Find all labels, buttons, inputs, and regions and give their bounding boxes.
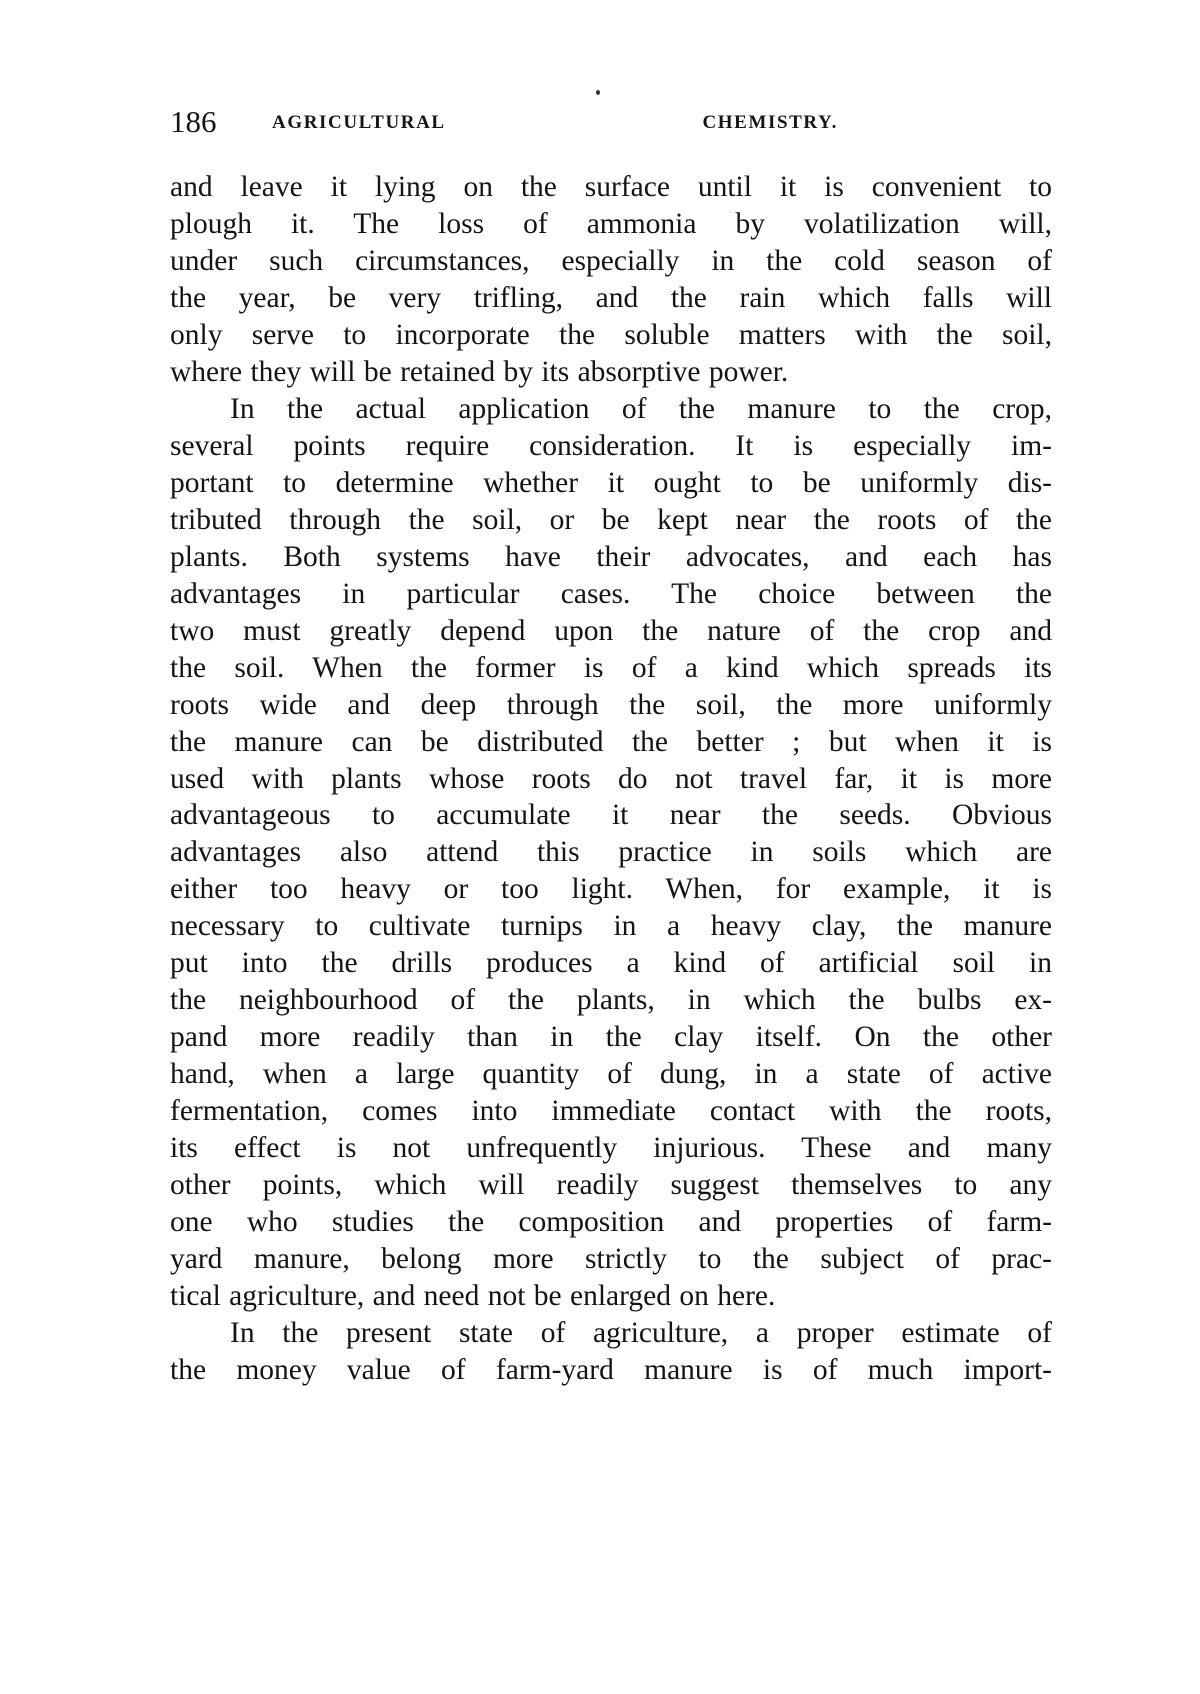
- text-line: the manure can be distributed the better ; but when it is: [170, 725, 1052, 758]
- text-line: one who studies the composition and properties of farm-: [170, 1206, 1052, 1239]
- running-title: AGRICULTURAL CHEMISTRY.: [272, 112, 838, 133]
- text-line: roots wide and deep through the soil, the more uniformly: [170, 688, 1052, 721]
- text-line: plough it. The loss of ammonia by volatilization will,: [170, 207, 1052, 240]
- text-line: pand more readily than in the clay itself. On the other: [170, 1021, 1052, 1054]
- page-number: 186: [170, 104, 217, 139]
- text-line: the soil. When the former is of a kind which spreads its: [170, 651, 1052, 684]
- text-line: necessary to cultivate turnips in a heavy clay, the manure: [170, 910, 1052, 943]
- text-line: either too heavy or too light. When, for example, it is: [170, 873, 1052, 906]
- text-line: plants. Both systems have their advocates, and each has: [170, 540, 1052, 573]
- text-line: only serve to incorporate the soluble matters with the soil,: [170, 318, 1052, 351]
- text-line: advantages in particular cases. The choice between the: [170, 577, 1052, 610]
- text-line: the money value of farm-yard manure is of much import-: [170, 1354, 1052, 1387]
- text-line: advantageous to accumulate it near the seeds. Obvious: [170, 799, 1052, 832]
- text-line: under such circumstances, especially in the cold season of: [170, 244, 1052, 277]
- text-line: where they will be retained by its absorptive power.: [170, 355, 789, 388]
- text-line: used with plants whose roots do not travel far, it is more: [170, 762, 1052, 795]
- text-line: In the present state of agriculture, a proper estimate of: [230, 1317, 1052, 1350]
- text-line: In the actual application of the manure to the crop,: [230, 392, 1052, 425]
- text-line: other points, which will readily suggest themselves to any: [170, 1169, 1052, 1202]
- text-line: tributed through the soil, or be kept near the roots of the: [170, 503, 1052, 536]
- text-line: two must greatly depend upon the nature of the crop and: [170, 614, 1052, 647]
- text-line: its effect is not unfrequently injurious. These and many: [170, 1132, 1052, 1165]
- ink-speck: [596, 90, 600, 95]
- text-line: yard manure, belong more strictly to the subject of prac-: [170, 1243, 1052, 1276]
- text-line: hand, when a large quantity of dung, in a state of active: [170, 1058, 1052, 1091]
- text-line: tical agriculture, and need not be enlarged on here.: [170, 1280, 776, 1313]
- text-line: the neighbourhood of the plants, in which the bulbs ex-: [170, 984, 1052, 1017]
- text-line: put into the drills produces a kind of artificial soil in: [170, 947, 1052, 980]
- text-line: several points require consideration. It is especially im-: [170, 429, 1052, 462]
- text-line: fermentation, comes into immediate contact with the roots,: [170, 1095, 1052, 1128]
- text-line: advantages also attend this practice in soils which are: [170, 836, 1052, 869]
- text-line: the year, be very trifling, and the rain which falls will: [170, 281, 1052, 314]
- text-line: and leave it lying on the surface until it is convenient to: [170, 171, 1052, 203]
- text-line: portant to determine whether it ought to be uniformly dis-: [170, 466, 1052, 499]
